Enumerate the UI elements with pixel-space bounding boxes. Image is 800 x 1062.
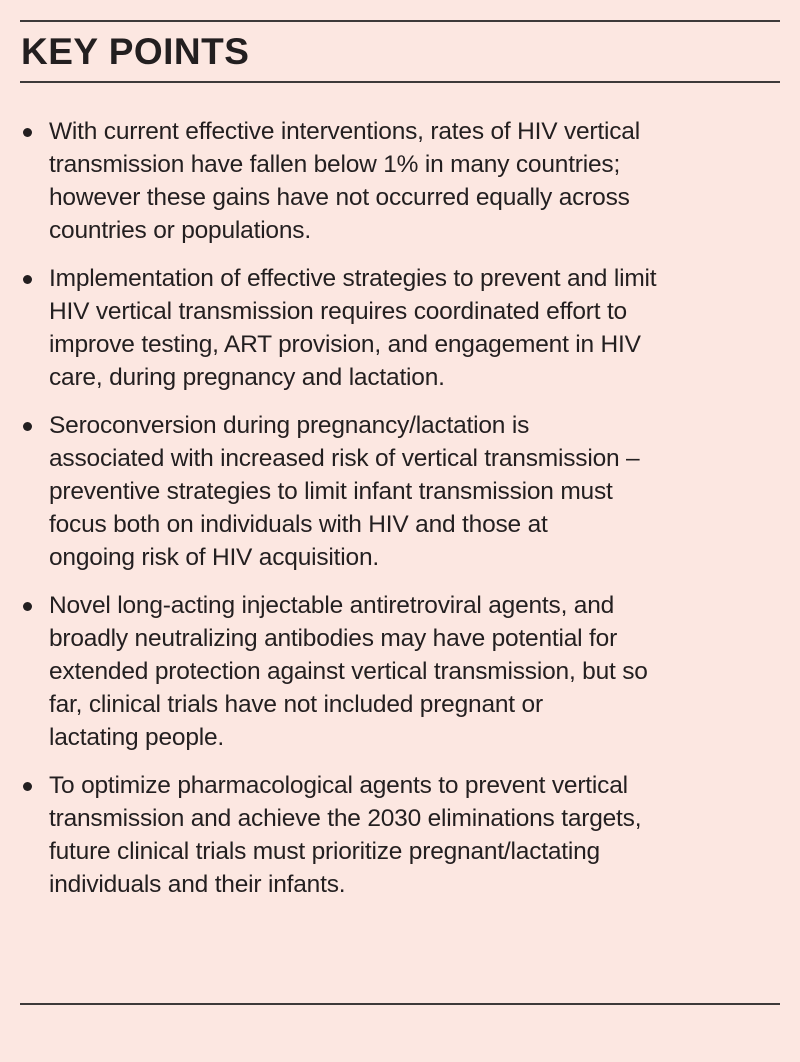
heading-divider — [20, 81, 780, 83]
key-point-text-line: HIV vertical transmission requires coordinated effort to — [49, 298, 627, 325]
key-point-text-line: however these gains have not occurred equally across — [49, 184, 630, 211]
bullet-icon — [23, 275, 32, 284]
top-divider — [20, 20, 780, 22]
key-point-text-line: Novel long-acting injectable antiretroviral agents, and — [49, 592, 615, 619]
key-point-text-line: care, during pregnancy and lactation. — [49, 364, 445, 391]
key-point-text-line: Implementation of effective strategies to prevent and limit — [49, 265, 657, 292]
bullet-icon — [23, 782, 32, 791]
bullet-icon — [23, 128, 32, 137]
key-point-item — [0, 115, 800, 247]
key-point-item — [0, 262, 800, 394]
key-points-list — [0, 115, 800, 916]
key-point-text-line: preventive strategies to limit infant transmission must — [49, 478, 613, 505]
key-point-text-line: improve testing, ART provision, and engagement in HIV — [49, 331, 641, 358]
key-point-text-line: far, clinical trials have not included pregnant or — [49, 691, 543, 718]
key-point-text-line: transmission have fallen below 1% in many countries; — [49, 151, 621, 178]
key-point-text-line: extended protection against vertical transmission, but so — [49, 658, 648, 685]
key-point-text-line: focus both on individuals with HIV and those at — [49, 511, 548, 538]
key-point-text-line: To optimize pharmacological agents to prevent vertical — [49, 772, 628, 799]
key-point-text-line: lactating people. — [49, 724, 225, 751]
bottom-divider — [20, 1003, 780, 1005]
key-point-text-line: individuals and their infants. — [49, 871, 346, 898]
key-point-text-line: transmission and achieve the 2030 eliminations targets, — [49, 805, 642, 832]
key-point-text-line: future clinical trials must prioritize pregnant/lactating — [49, 838, 600, 865]
key-point-text-line: With current effective interventions, rates of HIV vertical — [49, 118, 640, 145]
key-point-item — [0, 769, 800, 901]
bullet-icon — [23, 602, 32, 611]
key-point-text-line: broadly neutralizing antibodies may have potential for — [49, 625, 618, 652]
key-point-text-line: Seroconversion during pregnancy/lactation is — [49, 412, 530, 439]
key-point-text-line: associated with increased risk of vertical transmission – — [49, 445, 640, 472]
key-point-item — [0, 409, 800, 574]
key-point-item — [0, 589, 800, 754]
key-point-text-line: ongoing risk of HIV acquisition. — [49, 544, 379, 571]
bullet-icon — [23, 422, 32, 431]
key-points-heading: KEY POINTS — [21, 31, 250, 72]
key-point-text-line: countries or populations. — [49, 217, 311, 244]
